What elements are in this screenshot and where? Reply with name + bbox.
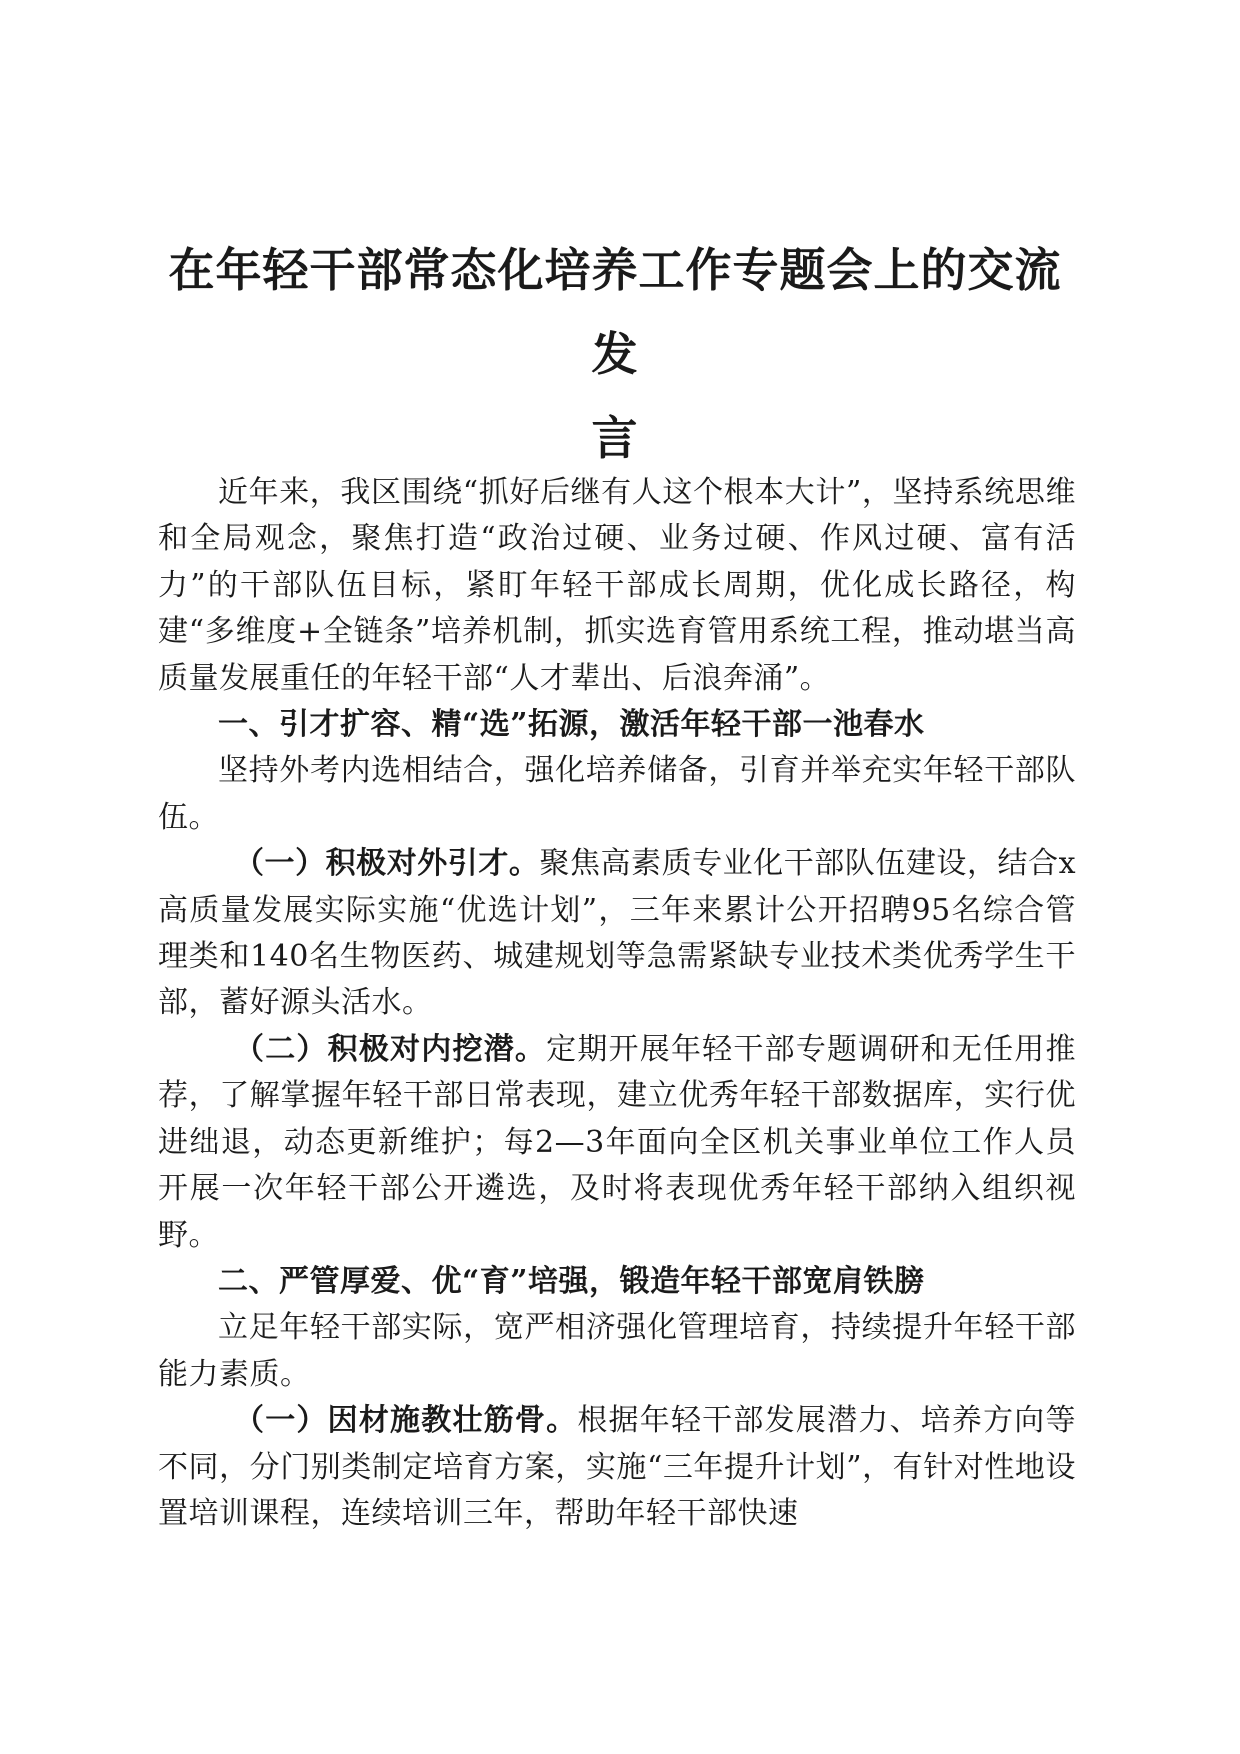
- section-2-summary: 立足年轻干部实际，宽严相济强化管理培育，持续提升年轻干部能力素质。: [158, 1310, 1076, 1392]
- item-lead: （二）积极对内挖潜。: [234, 1031, 547, 1067]
- item-text: 定期开展年轻干部专题调研和无任用推荐，了解掌握年轻干部日常表现，建立优秀年轻干部数据库，实行优进绌退，动态更新维护；每2—3年面向全区机关事业单位工作人员开展一次年轻干部公开遴选，及时将表现优秀年轻干部纳入组织视野。: [158, 1031, 1077, 1253]
- section-1-summary: 坚持外考内选相结合，强化培养储备，引育并举充实年轻干部队伍。: [158, 753, 1076, 835]
- section-heading-1: 一、引才扩容、精“选”拓源，激活年轻干部一池春水: [218, 707, 925, 743]
- document-body: [158, 470, 1076, 1537]
- section-1-item-2: [158, 1027, 1076, 1259]
- section-heading-2: 二、严管厚爱、优“育”培强，锻造年轻干部宽肩铁膀: [218, 1263, 925, 1299]
- section-2-item-1: [158, 1398, 1076, 1537]
- section-1-item-1: [158, 841, 1076, 1027]
- item-lead: （一）积极对外引才。: [234, 846, 540, 882]
- title-line-1: 在年轻干部常态化培养工作专题会上的交流发: [168, 243, 1062, 381]
- intro-paragraph: 近年来，我区围绕“抓好后继有人这个根本大计”，坚持系统思维和全局观念，聚焦打造“政治过硬、业务过硬、作风过硬、富有活力”的干部队伍目标，紧盯年轻干部成长周期，优化成长路径，构建“多维度+全链条”培养机制，抓实选育管用系统工程，推动堪当高质量发展重任的年轻干部“人才辈出、后浪奔涌”。: [158, 475, 1076, 696]
- item-text: 聚焦高素质专业化干部队伍建设，结合x高质量发展实际实施“优选计划”，三年来累计公开招聘95名综合管理类和140名生物医药、城建规划等急需紧缺专业技术类优秀学生干部，蓄好源头活水。: [158, 846, 1077, 1021]
- item-text: 根据年轻干部发展潜力、培养方向等不同，分门别类制定培育方案，实施“三年提升计划”，有针对性地设置培训课程，连续培训三年，帮助年轻干部快速: [158, 1403, 1077, 1531]
- item-lead: （一）因材施教壮筋骨。: [234, 1403, 578, 1439]
- title-line-2: 言: [591, 411, 639, 465]
- document-title: [150, 228, 1080, 480]
